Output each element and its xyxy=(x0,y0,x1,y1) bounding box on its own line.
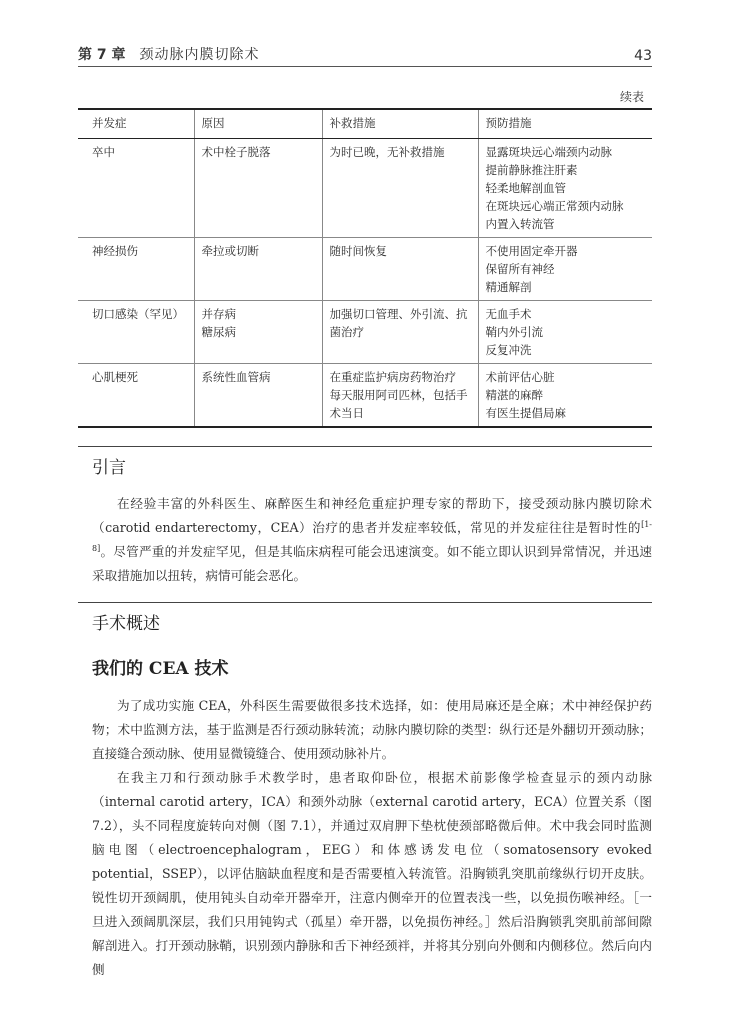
cell-line: 在斑块远心端正常颈内动脉 xyxy=(485,199,624,213)
cell-line: 提前静脉推注肝素 xyxy=(485,163,578,177)
cell-complication xyxy=(78,301,194,364)
cell-line: 在重症监护病房药物治疗 xyxy=(329,370,456,384)
cell-remedy xyxy=(322,364,478,428)
cell-line: 不使用固定牵开器 xyxy=(485,244,578,258)
section-title: 手术概述 xyxy=(92,614,160,634)
cell-line: 菌治疗 xyxy=(329,325,364,339)
cell-cause xyxy=(194,139,322,238)
cell-remedy xyxy=(322,301,478,364)
cell-line: 糖尿病 xyxy=(201,325,236,339)
cell-line: 术当日 xyxy=(329,406,364,420)
chapter-heading xyxy=(78,44,260,64)
column-header-remedy: 补救措施 xyxy=(322,109,478,139)
cell-line: 神经损伤 xyxy=(92,244,138,258)
cell-line: 每天服用阿司匹林，包括手 xyxy=(329,388,468,402)
table-header-row xyxy=(78,109,652,139)
cell-line: 随时间恢复 xyxy=(329,244,387,258)
cell-line: 为时已晚，无补救措施 xyxy=(329,145,445,159)
cell-line: 术中栓子脱落 xyxy=(201,145,271,159)
chapter-label: 第 7 章 xyxy=(78,47,126,63)
cell-line: 并存病 xyxy=(201,307,236,321)
intro-text: 在经验丰富的外科医生、麻醉医生和神经危重症护理专家的帮助下，接受颈动脉内膜切除术（carotid endarterectomy，CEA）治疗的患者并发症率较低，常见的并发症往往是暂时性的 xyxy=(92,496,652,535)
cell-prevention xyxy=(478,139,652,238)
cell-line: 反复冲洗 xyxy=(485,343,532,357)
cell-line: 鞘内外引流 xyxy=(485,325,543,339)
cell-remedy xyxy=(322,139,478,238)
column-header-complication: 并发症 xyxy=(78,109,194,139)
cell-line: 牵拉或切断 xyxy=(201,244,259,258)
cell-line: 卒中 xyxy=(92,145,115,159)
cell-line: 显露斑块远心端颈内动脉 xyxy=(485,145,612,159)
intro-paragraph xyxy=(92,492,652,588)
column-header-cause: 原因 xyxy=(194,109,322,139)
cell-line: 有医生提倡局麻 xyxy=(485,406,566,420)
section-title: 引言 xyxy=(92,458,126,478)
body-paragraph: 为了成功实施 CEA，外科医生需要做很多技术选择，如：使用局麻还是全麻；术中神经保护药物；术中监测方法，基于监测是否行颈动脉转流；动脉内膜切除的类型：纵行还是外翻切开颈动脉；直接缝合颈动脉、使用显微镜缝合、使用颈动脉补片。 xyxy=(92,698,652,761)
header-rule xyxy=(78,66,652,67)
cell-cause xyxy=(194,301,322,364)
cell-line: 保留所有神经 xyxy=(485,262,555,276)
table-row xyxy=(78,139,652,238)
cell-prevention xyxy=(478,364,652,428)
cell-line: 系统性血管病 xyxy=(201,370,271,384)
cell-line: 内置入转流管 xyxy=(485,217,555,231)
cell-line: 轻柔地解剖血管 xyxy=(485,181,566,195)
cell-prevention xyxy=(478,238,652,301)
cell-line: 精通解剖 xyxy=(485,280,532,294)
cell-line: 加强切口管理、外引流、抗 xyxy=(329,307,468,321)
cell-line: 心肌梗死 xyxy=(92,370,138,384)
section-heading-overview xyxy=(78,602,652,634)
running-header xyxy=(78,44,652,64)
cell-line: 无血手术 xyxy=(485,307,532,321)
cell-prevention xyxy=(478,301,652,364)
chapter-title: 颈动脉内膜切除术 xyxy=(139,47,260,63)
table-row xyxy=(78,301,652,364)
cell-line: 精湛的麻醉 xyxy=(485,388,543,402)
cell-complication xyxy=(78,364,194,428)
cell-cause xyxy=(194,364,322,428)
section-heading-intro xyxy=(78,446,652,478)
table-continued-label: 续表 xyxy=(620,90,645,104)
page-number: 43 xyxy=(634,48,652,64)
intro-text-continued: 。尽管严重的并发症罕见，但是其临床病程可能会迅速演变。如不能立即认识到异常情况，并迅速采取措施加以扭转，病情可能会恶化。 xyxy=(92,544,652,583)
cell-line: 切口感染（罕见） xyxy=(92,307,184,321)
cell-cause xyxy=(194,238,322,301)
cell-remedy xyxy=(322,238,478,301)
column-header-prevention: 预防措施 xyxy=(478,109,652,139)
subsection-heading: 我们的 CEA 技术 xyxy=(92,659,229,679)
cell-complication xyxy=(78,139,194,238)
cell-complication xyxy=(78,238,194,301)
cell-line: 术前评估心脏 xyxy=(485,370,555,384)
table-row xyxy=(78,238,652,301)
body-paragraph: 在我主刀和行颈动脉手术教学时，患者取仰卧位，根据术前影像学检查显示的颈内动脉（internal carotid artery，ICA）和颈外动脉（external carotid artery，ECA）位置关系（图 7.2），头不同程度旋转向对侧（图 7.1），并通过双肩胛下垫枕使颈部略微后伸。术中我会同时监测脑电图（electroencephalogram，EEG）和体感诱发电位（somatosensory evoked potential，SSEP），以评估脑缺血程度和是否需要植入转流管。沿胸锁乳突肌前缘纵行切开皮肤。锐性切开颈阔肌，使用钝头自动牵开器牵开，注意内侧牵开的位置表浅一些，以免损伤喉神经。［一旦进入颈阔肌深层，我们只用钝钩式（孤星）牵开器，以免损伤神经。］然后沿胸锁乳突肌前部间隙解剖进入。打开颈动脉鞘，识别颈内静脉和舌下神经颈袢，并将其分别向外侧和内侧移位。然后向内侧 xyxy=(92,770,652,977)
table-row xyxy=(78,364,652,428)
complications-table xyxy=(78,108,652,428)
citation-ref: [1-8] xyxy=(92,519,652,553)
